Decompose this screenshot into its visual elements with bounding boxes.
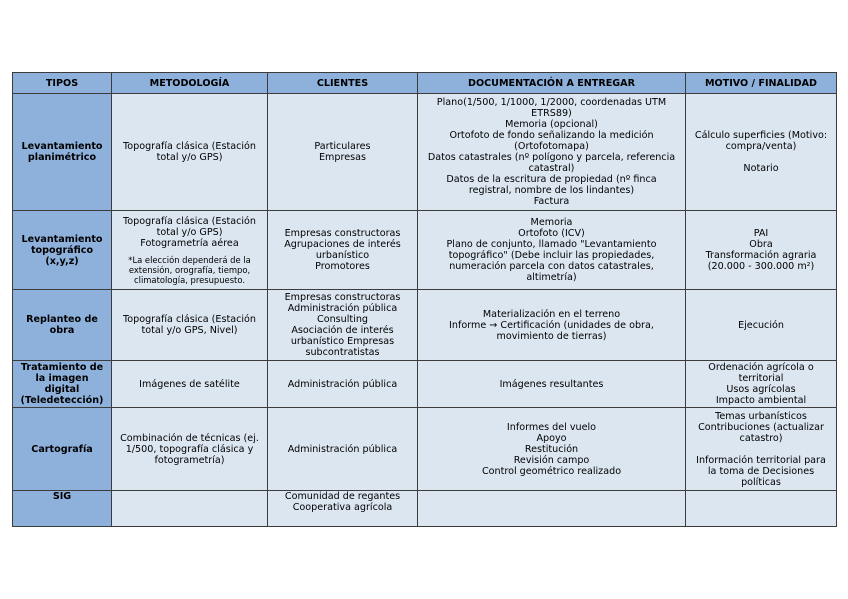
note-line: *La elección dependerá de la	[128, 254, 251, 265]
cell-line: Impacto ambiental	[715, 395, 807, 406]
cell-motivo	[686, 408, 837, 491]
cell-line: Fotogrametría aérea	[140, 237, 239, 249]
table-row	[13, 211, 837, 290]
table-row	[13, 290, 837, 361]
cell-metodologia	[112, 491, 268, 527]
cell-line: Topografía clásica (Estación	[123, 141, 256, 152]
cell-line: Plano(1/500, 1/1000, 1/2000, coordenadas UTM	[436, 97, 667, 108]
cell-line: Revisión campo	[513, 454, 590, 466]
cell-line: Topografía clásica (Estación	[123, 314, 256, 325]
cell-line: subcontratistas	[305, 347, 380, 358]
cell-documentacion	[418, 408, 686, 491]
cell-line: numeración parcela con datos catastrales,	[449, 261, 654, 272]
services-table	[12, 72, 837, 527]
cell-line: fotogrametría)	[154, 454, 225, 466]
cell-tipo	[13, 290, 112, 361]
cell-line: territorial	[738, 373, 784, 384]
cell-line: Transformación agraria	[705, 250, 817, 261]
note-line: extensión, orografía, tiempo,	[128, 264, 251, 275]
cell-line: Ortofoto de fondo señalizando la medición	[449, 130, 654, 141]
cell-line: Ejecución	[738, 319, 784, 331]
header-metodologia: METODOLOGÍA	[112, 73, 268, 94]
cell-line: Administración pública	[287, 303, 398, 314]
cell-line: catastro)	[739, 432, 783, 444]
cell-line: Plano de conjunto, llamado "Levantamiento	[446, 239, 657, 250]
cell-line: Memoria (opcional)	[505, 119, 598, 130]
cell-line: Materialización en el terreno	[482, 308, 621, 320]
cell-line: Temas urbanísticos	[715, 410, 807, 422]
cell-line: (Ortofotomapa)	[514, 141, 589, 152]
cell-tipo	[13, 361, 112, 408]
cell-line: (Teledetección)	[20, 395, 104, 406]
cell-motivo	[686, 361, 837, 408]
cell-line: la imagen	[35, 373, 89, 384]
table-row	[13, 361, 837, 408]
cell-line: políticas	[741, 476, 781, 488]
cell-line: Administración pública	[287, 378, 398, 390]
table-row	[13, 408, 837, 491]
cell-line: planimétrico	[27, 152, 97, 163]
line-spacer	[690, 152, 832, 163]
cell-metodologia	[112, 361, 268, 408]
cell-line: Informes del vuelo	[506, 421, 597, 433]
cell-line: compra/venta)	[725, 141, 797, 152]
cell-documentacion	[418, 491, 686, 527]
cell-line: Ortofoto (ICV)	[518, 228, 585, 239]
cell-line: catastral)	[528, 163, 575, 174]
header-clientes: CLIENTES	[268, 73, 418, 94]
cell-line: PAI	[753, 228, 769, 239]
cell-line: topográfico" (Debe incluir las propiedades,	[448, 250, 655, 261]
cell-line: Factura	[533, 196, 570, 207]
methodology-note	[116, 255, 263, 285]
cell-line: altimetría)	[526, 272, 577, 283]
cell-line: Replanteo de	[26, 314, 98, 325]
line-spacer	[690, 444, 832, 455]
cell-motivo	[686, 491, 837, 527]
cell-line: total y/o GPS, Nivel)	[141, 325, 238, 336]
cell-line: Levantamiento	[21, 141, 103, 152]
cell-line: la toma de Decisiones	[707, 465, 815, 477]
cell-line: movimiento de tierras)	[496, 330, 607, 342]
cell-line: topográfico	[30, 244, 94, 256]
cell-line: ETRS89)	[531, 108, 572, 119]
cell-line: digital	[44, 384, 80, 395]
cell-line: Promotores	[315, 261, 370, 272]
cell-clientes	[268, 211, 418, 290]
cell-line: Particulares	[314, 141, 371, 152]
cell-line: Agrupaciones de interés	[284, 239, 401, 250]
cell-line: Informe → Certificación (unidades de obra,	[449, 319, 654, 331]
cell-line: Apoyo	[536, 432, 567, 444]
cell-line: (x,y,z)	[45, 255, 79, 267]
cell-line: Contribuciones (actualizar	[698, 421, 824, 433]
cell-motivo	[686, 94, 837, 211]
header-row	[13, 73, 837, 94]
note-line: climatología, presupuesto.	[134, 274, 245, 285]
cell-tipo	[13, 94, 112, 211]
cell-tipo	[13, 408, 112, 491]
cell-line: Datos de la escritura de propiedad (nº finca	[446, 174, 657, 185]
header-tipos: TIPOS	[13, 73, 112, 94]
cell-line: Usos agrícolas	[726, 384, 796, 395]
cell-line: Combinación de técnicas (ej.	[120, 432, 259, 444]
cell-line: 1/500, topografía clásica y	[125, 443, 254, 455]
cell-line: Notario	[743, 163, 779, 174]
cell-clientes	[268, 491, 418, 527]
cell-metodologia	[112, 211, 268, 290]
cell-line: urbanístico	[315, 250, 370, 261]
cell-line: Memoria	[530, 217, 573, 228]
cell-motivo	[686, 290, 837, 361]
cell-clientes	[268, 290, 418, 361]
cell-line: Control geométrico realizado	[481, 465, 622, 477]
cell-documentacion	[418, 211, 686, 290]
cell-metodologia	[112, 290, 268, 361]
cell-tipo	[13, 491, 112, 527]
cell-documentacion	[418, 290, 686, 361]
cell-clientes	[268, 361, 418, 408]
cell-metodologia	[112, 408, 268, 491]
table-row	[13, 94, 837, 211]
cell-line: Empresas constructoras	[284, 292, 401, 303]
cell-documentacion	[418, 361, 686, 408]
cell-line: Empresas	[318, 152, 366, 163]
header-documentacion: DOCUMENTACIÓN A ENTREGAR	[418, 73, 686, 94]
cell-line: Obra	[749, 239, 773, 250]
cell-line: Levantamiento	[21, 233, 103, 245]
table-row	[13, 491, 837, 527]
cell-line: Ordenación agrícola o	[708, 362, 814, 373]
cell-line: (20.000 - 300.000 m²)	[707, 261, 815, 272]
cell-motivo	[686, 211, 837, 290]
header-motivo: MOTIVO / FINALIDAD	[686, 73, 837, 94]
cell-line: Comunidad de regantes	[284, 491, 401, 502]
cell-line: Cartografía	[31, 443, 93, 455]
cell-line: Restitución	[524, 443, 579, 455]
cell-line: Tratamiento de	[20, 362, 104, 373]
cell-documentacion	[418, 94, 686, 211]
cell-line: Datos catastrales (nº polígono y parcela, referencia	[427, 152, 676, 163]
cell-line: Cooperativa agrícola	[292, 502, 393, 513]
cell-clientes	[268, 408, 418, 491]
cell-line: Empresas constructoras	[284, 228, 401, 239]
cell-line: Administración pública	[287, 443, 398, 455]
cell-line: total y/o GPS)	[156, 152, 223, 163]
cell-line: SIG	[52, 491, 72, 502]
cell-line: Información territorial para	[696, 454, 826, 466]
cell-line: urbanístico Empresas	[290, 336, 395, 347]
cell-line: Topografía clásica (Estación	[123, 215, 256, 227]
cell-line: Asociación de interés	[291, 325, 394, 336]
cell-line: Imágenes de satélite	[139, 378, 240, 390]
cell-line: Cálculo superficies (Motivo:	[694, 130, 828, 141]
cell-line: Imágenes resultantes	[499, 378, 604, 390]
cell-line: registral, nombre de los lindantes)	[468, 185, 635, 196]
cell-line: Consulting	[317, 314, 368, 325]
cell-line: obra	[49, 325, 75, 336]
cell-metodologia	[112, 94, 268, 211]
cell-clientes	[268, 94, 418, 211]
cell-tipo	[13, 211, 112, 290]
cell-line: total y/o GPS)	[156, 226, 223, 238]
